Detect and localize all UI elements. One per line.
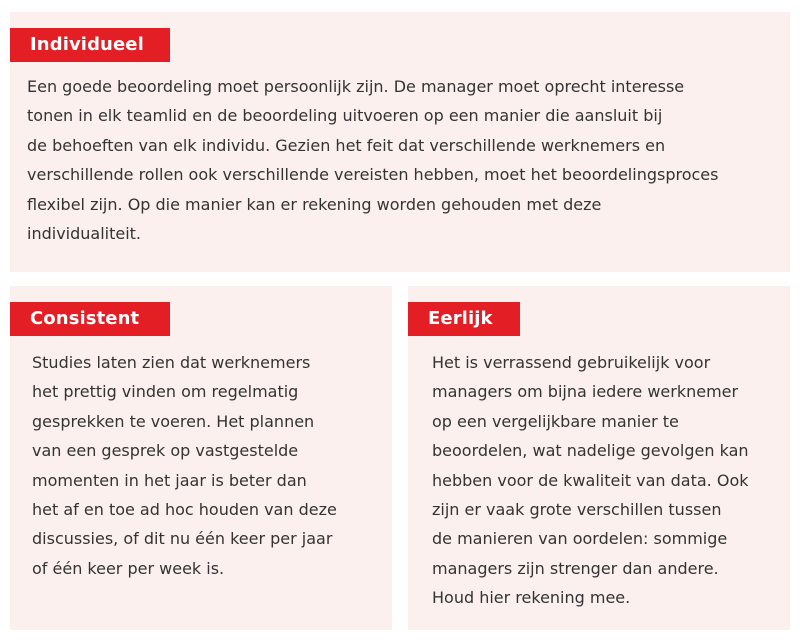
text-line: discussies, of dit nu één keer per jaar [32,529,333,549]
text-line: flexibel zijn. Op die manier kan er rekening worden gehouden met deze [27,194,602,214]
text-line: het af en toe ad hoc houden van deze [32,500,337,520]
text-line: Een goede beoordeling moet persoonlijk zijn. De manager moet oprecht interesse [27,77,685,96]
text-line: managers om bijna iedere werknemer [432,382,739,402]
text-line: of één keer per week is. [32,558,225,578]
text-line: Houd hier rekening mee. [432,588,631,608]
text-line: gesprekken te voeren. Het plannen [32,411,315,431]
text-line: de behoeften van elk individu. Gezien het feit dat verschillende werknemers en [27,135,666,155]
text-line: individualiteit. [27,224,142,244]
consistent-heading: Consistent [10,302,170,336]
individueel-heading: Individueel [10,28,170,62]
text-line: verschillende rollen ook verschillende vereisten hebben, moet het beoordelingsproces [27,165,719,185]
text-line: tonen in elk teamlid en de beoordeling uitvoeren op een manier die aansluit bij [27,106,663,126]
text-line: hebben voor de kwaliteit van data. Ook [432,470,749,490]
consistent-card [10,286,392,630]
eerlijk-card [408,286,790,630]
individueel-card [10,12,790,272]
text-line: Het is verrassend gebruikelijk voor [432,353,711,372]
eerlijk-text [432,348,782,613]
consistent-text [32,348,382,583]
text-line: het prettig vinden om regelmatig [32,382,299,402]
eerlijk-heading: Eerlijk [408,302,520,336]
text-line: Studies laten zien dat werknemers [32,353,311,372]
text-line: beoordelen, wat nadelige gevolgen kan [432,441,749,461]
text-line: de manieren van oordelen: sommige [432,529,728,549]
text-line: managers zijn strenger dan andere. [432,558,719,578]
text-line: zijn er vaak grote verschillen tussen [432,500,722,520]
text-line: van een gesprek op vastgestelde [32,441,299,461]
individueel-text [27,72,779,248]
text-line: momenten in het jaar is beter dan [32,470,307,490]
text-line: op een vergelijkbare manier te [432,411,679,431]
